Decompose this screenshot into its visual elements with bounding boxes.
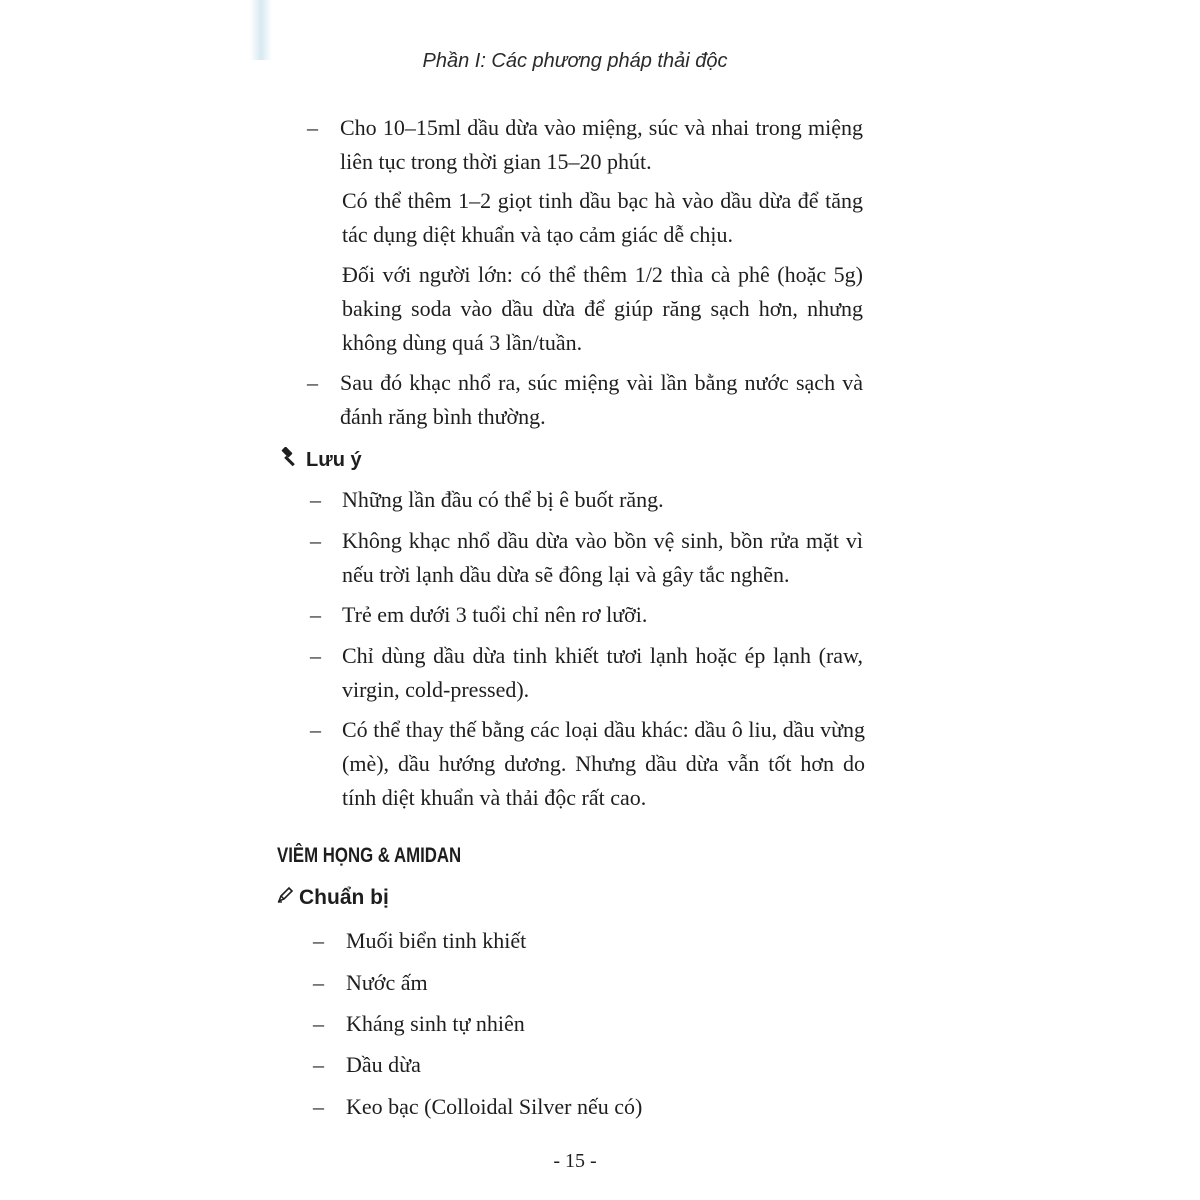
body-line: tác dụng diệt khuẩn và tạo cảm giác dễ chịu. xyxy=(342,222,733,247)
body-line: Đối với người lớn: có thể thêm 1/2 thìa cà phê (hoặc 5g) xyxy=(342,262,863,287)
dash-bullet: – xyxy=(313,1052,324,1077)
note-line: tính diệt khuẩn và thải độc rất cao. xyxy=(342,785,647,810)
prep-item: Keo bạc (Colloidal Silver nếu có) xyxy=(346,1094,643,1119)
pencil-icon xyxy=(276,886,294,910)
dash-bullet: – xyxy=(313,928,324,953)
dash-bullet: – xyxy=(310,602,321,627)
note-line: virgin, cold-pressed). xyxy=(342,677,530,702)
prep-item: Dầu dừa xyxy=(346,1052,421,1077)
running-head: Phần I: Các phương pháp thải độc xyxy=(422,50,728,72)
section-title: VIÊM HỌNG & AMIDAN xyxy=(277,844,462,867)
note-line: Những lần đầu có thể bị ê buốt răng. xyxy=(342,487,664,512)
prep-heading xyxy=(276,886,389,910)
dash-bullet: – xyxy=(307,115,318,140)
prep-item: Kháng sinh tự nhiên xyxy=(346,1011,525,1036)
dash-bullet: – xyxy=(307,370,318,395)
note-line: Không khạc nhổ dầu dừa vào bồn vệ sinh, bồn rửa mặt vì xyxy=(342,528,863,553)
hammer-icon xyxy=(280,447,300,473)
prep-heading-label: Chuẩn bị xyxy=(299,886,389,909)
dash-bullet: – xyxy=(313,1011,324,1036)
note-heading xyxy=(280,447,362,473)
note-line: Chỉ dùng dầu dừa tinh khiết tươi lạnh hoặc ép lạnh (raw, xyxy=(342,643,863,668)
body-line: baking soda vào dầu dừa để giúp răng sạch hơn, nhưng xyxy=(342,296,863,321)
body-line: liên tục trong thời gian 15–20 phút. xyxy=(340,149,652,174)
dash-bullet: – xyxy=(310,643,321,668)
note-line: (mè), dầu hướng dương. Nhưng dầu dừa vẫn tốt hơn do xyxy=(342,751,865,776)
body-line: không dùng quá 3 lần/tuần. xyxy=(342,330,583,355)
prep-item: Nước ấm xyxy=(346,970,428,995)
body-line: Cho 10–15ml dầu dừa vào miệng, súc và nhai trong miệng xyxy=(340,115,863,140)
note-line: Trẻ em dưới 3 tuổi chỉ nên rơ lưỡi. xyxy=(342,602,648,627)
note-line: nếu trời lạnh dầu dừa sẽ đông lại và gây tắc nghẽn. xyxy=(342,562,790,587)
body-line: đánh răng bình thường. xyxy=(340,404,546,429)
body-line: Có thể thêm 1–2 giọt tinh dầu bạc hà vào dầu dừa để tăng xyxy=(342,188,863,213)
dash-bullet: – xyxy=(313,970,324,995)
note-line: Có thể thay thế bằng các loại dầu khác: dầu ô liu, dầu vừng xyxy=(342,717,865,742)
note-heading-label: Lưu ý xyxy=(306,448,362,471)
dash-bullet: – xyxy=(313,1094,324,1119)
dash-bullet: – xyxy=(310,717,321,742)
body-line: Sau đó khạc nhổ ra, súc miệng vài lần bằng nước sạch và xyxy=(340,370,863,395)
prep-item: Muối biển tinh khiết xyxy=(346,928,527,953)
dash-bullet: – xyxy=(310,528,321,553)
page-number: - 15 - xyxy=(553,1150,597,1172)
dash-bullet: – xyxy=(310,487,321,512)
